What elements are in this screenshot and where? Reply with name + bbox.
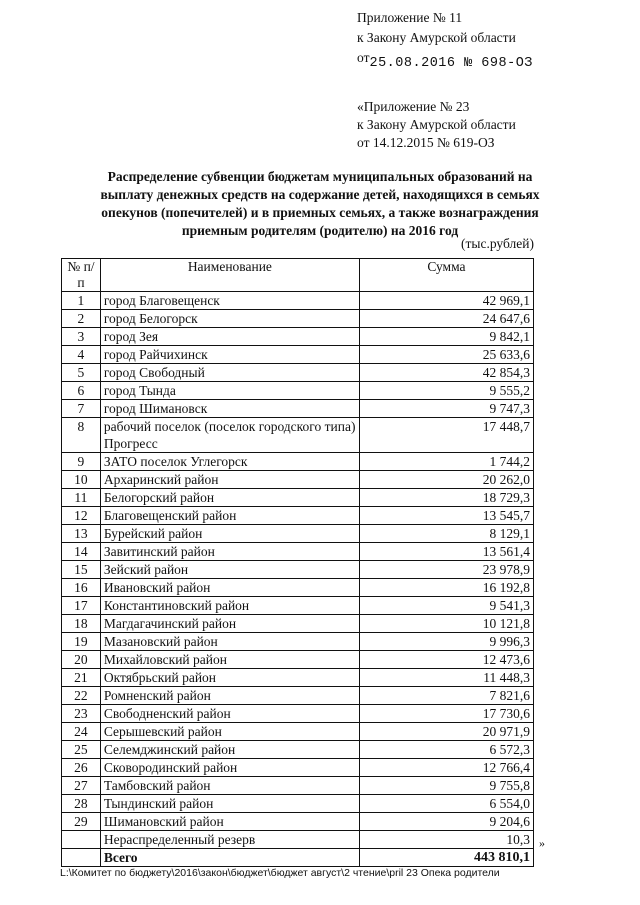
row-num: 26: [62, 759, 101, 777]
appendix-number: Приложение № 11: [357, 10, 463, 25]
row-num: 15: [62, 561, 101, 579]
row-num: 7: [62, 400, 101, 418]
row-sum: 42 854,3: [359, 364, 533, 382]
table-row: [62, 813, 534, 831]
row-num: 25: [62, 741, 101, 759]
document-title: [40, 168, 600, 240]
row-sum: 9 755,8: [359, 777, 533, 795]
table-row: [62, 310, 534, 328]
table-row: [62, 633, 534, 651]
row-sum: 13 545,7: [359, 507, 533, 525]
appendix-date: [357, 48, 627, 74]
row-num: 3: [62, 328, 101, 346]
row-sum: 20 262,0: [359, 471, 533, 489]
table-row: [62, 471, 534, 489]
subvention-table: [61, 258, 534, 867]
row-num: 14: [62, 543, 101, 561]
total-label: Всего: [100, 849, 359, 867]
header-sum: Сумма: [359, 259, 533, 292]
table-row: [62, 382, 534, 400]
row-num: 27: [62, 777, 101, 795]
row-name: город Благовещенск: [100, 292, 359, 310]
table-row: [62, 723, 534, 741]
row-num: 23: [62, 705, 101, 723]
table-header-row: [62, 259, 534, 292]
row-sum: 8 129,1: [359, 525, 533, 543]
row-name: Ромненский район: [100, 687, 359, 705]
previous-appendix-date: от 14.12.2015 № 619-ОЗ: [357, 135, 495, 150]
table-row: [62, 579, 534, 597]
row-num: 2: [62, 310, 101, 328]
row-name: ЗАТО поселок Углегорск: [100, 453, 359, 471]
table-row: [62, 346, 534, 364]
title-line-1: Распределение субвенции бюджетам муниципальных образований на: [107, 169, 533, 184]
row-num: 17: [62, 597, 101, 615]
table-row: [62, 687, 534, 705]
table-row: [62, 292, 534, 310]
row-sum: 9 204,6: [359, 813, 533, 831]
row-sum: 12 766,4: [359, 759, 533, 777]
row-name: Архаринский район: [100, 471, 359, 489]
row-num: 18: [62, 615, 101, 633]
closing-quote: »: [539, 836, 545, 850]
row-num: 28: [62, 795, 101, 813]
appendix-header: [357, 8, 627, 74]
row-name: Бурейский район: [100, 525, 359, 543]
row-num: 11: [62, 489, 101, 507]
row-sum: 17 730,6: [359, 705, 533, 723]
row-num: [62, 831, 101, 849]
row-sum: 11 448,3: [359, 669, 533, 687]
table-row: [62, 489, 534, 507]
row-name: Завитинский район: [100, 543, 359, 561]
row-name: город Райчихинск: [100, 346, 359, 364]
row-num: 16: [62, 579, 101, 597]
table-row: [62, 543, 534, 561]
table-row: [62, 328, 534, 346]
row-name: Октябрьский район: [100, 669, 359, 687]
table-row: [62, 507, 534, 525]
row-name: город Белогорск: [100, 310, 359, 328]
title-line-2: выплату денежных средств на содержание детей, находящихся в семьях: [100, 187, 540, 202]
appendix-date-prefix: от: [357, 50, 370, 65]
row-name: Тындинский район: [100, 795, 359, 813]
row-sum: 18 729,3: [359, 489, 533, 507]
row-name: Магдагачинский район: [100, 615, 359, 633]
table-row: [62, 669, 534, 687]
row-num: 8: [62, 418, 101, 453]
row-sum: 9 747,3: [359, 400, 533, 418]
table-row: [62, 453, 534, 471]
table-total-row: [62, 849, 534, 867]
row-num: 1: [62, 292, 101, 310]
appendix-date-value: 25.08.2016 № 698-ОЗ: [369, 56, 533, 71]
row-num: 24: [62, 723, 101, 741]
row-num: 6: [62, 382, 101, 400]
header-name: Наименование: [100, 259, 359, 292]
table-row: [62, 777, 534, 795]
title-line-4: приемным родителям (родителю) на 2016 год: [181, 223, 459, 238]
row-sum: 10 121,8: [359, 615, 533, 633]
table-row: [62, 597, 534, 615]
row-sum: 23 978,9: [359, 561, 533, 579]
row-num: 19: [62, 633, 101, 651]
row-sum: 20 971,9: [359, 723, 533, 741]
row-name: Серышевский район: [100, 723, 359, 741]
row-name: Сковородинский район: [100, 759, 359, 777]
row-name: Ивановский район: [100, 579, 359, 597]
row-sum: 42 969,1: [359, 292, 533, 310]
row-num: 5: [62, 364, 101, 382]
row-name: Свободненский район: [100, 705, 359, 723]
footer-file-path: L:\Комитет по бюджету\2016\закон\бюджет\бюджет август\2 чтение\pril 23 Опека родители: [60, 867, 500, 879]
row-sum: 7 821,6: [359, 687, 533, 705]
row-name: город Зея: [100, 328, 359, 346]
row-name: Белогорский район: [100, 489, 359, 507]
previous-appendix-number: «Приложение № 23: [357, 99, 470, 114]
previous-appendix-header: [357, 98, 627, 152]
row-name: Благовещенский район: [100, 507, 359, 525]
row-num: 22: [62, 687, 101, 705]
row-name: Мазановский район: [100, 633, 359, 651]
table-row: [62, 364, 534, 382]
header-num: № п/п: [62, 259, 101, 292]
row-name: город Свободный: [100, 364, 359, 382]
total-sum: 443 810,1: [359, 849, 533, 867]
row-name: Зейский район: [100, 561, 359, 579]
row-name: Селемджинский район: [100, 741, 359, 759]
row-num: 13: [62, 525, 101, 543]
row-num: 20: [62, 651, 101, 669]
row-num: 10: [62, 471, 101, 489]
table-row: [62, 561, 534, 579]
row-sum: 17 448,7: [359, 418, 533, 453]
row-name: Константиновский район: [100, 597, 359, 615]
row-sum: 9 555,2: [359, 382, 533, 400]
row-sum: 24 647,6: [359, 310, 533, 328]
row-name: Тамбовский район: [100, 777, 359, 795]
row-name: город Шимановск: [100, 400, 359, 418]
table-row: [62, 400, 534, 418]
previous-appendix-law: к Закону Амурской области: [357, 117, 516, 132]
row-sum: 9 842,1: [359, 328, 533, 346]
units-label: (тыс.рублей): [461, 236, 534, 251]
table-row: [62, 795, 534, 813]
row-sum: 6 572,3: [359, 741, 533, 759]
row-num: 29: [62, 813, 101, 831]
row-name: город Тында: [100, 382, 359, 400]
row-num: 21: [62, 669, 101, 687]
table-row: [62, 831, 534, 849]
row-sum: 10,3: [359, 831, 533, 849]
row-sum: 16 192,8: [359, 579, 533, 597]
table-row: [62, 741, 534, 759]
table-row: [62, 525, 534, 543]
title-line-3: опекунов (попечителей) и в приемных семьях, а также вознаграждения: [101, 205, 539, 220]
appendix-law: к Закону Амурской области: [357, 30, 516, 45]
table-row: [62, 759, 534, 777]
row-num: 4: [62, 346, 101, 364]
row-sum: 9 541,3: [359, 597, 533, 615]
table-row: [62, 705, 534, 723]
row-sum: 25 633,6: [359, 346, 533, 364]
row-sum: 1 744,2: [359, 453, 533, 471]
row-sum: 9 996,3: [359, 633, 533, 651]
row-name: рабочий поселок (поселок городского типа) Прогресс: [100, 418, 359, 453]
table-row: [62, 615, 534, 633]
table-row: [62, 418, 534, 453]
row-num: 9: [62, 453, 101, 471]
row-name: Шимановский район: [100, 813, 359, 831]
row-sum: 6 554,0: [359, 795, 533, 813]
row-name: Михайловский район: [100, 651, 359, 669]
row-name: Нераспределенный резерв: [100, 831, 359, 849]
row-sum: 13 561,4: [359, 543, 533, 561]
row-sum: 12 473,6: [359, 651, 533, 669]
total-num: [62, 849, 101, 867]
row-num: 12: [62, 507, 101, 525]
table-row: [62, 651, 534, 669]
